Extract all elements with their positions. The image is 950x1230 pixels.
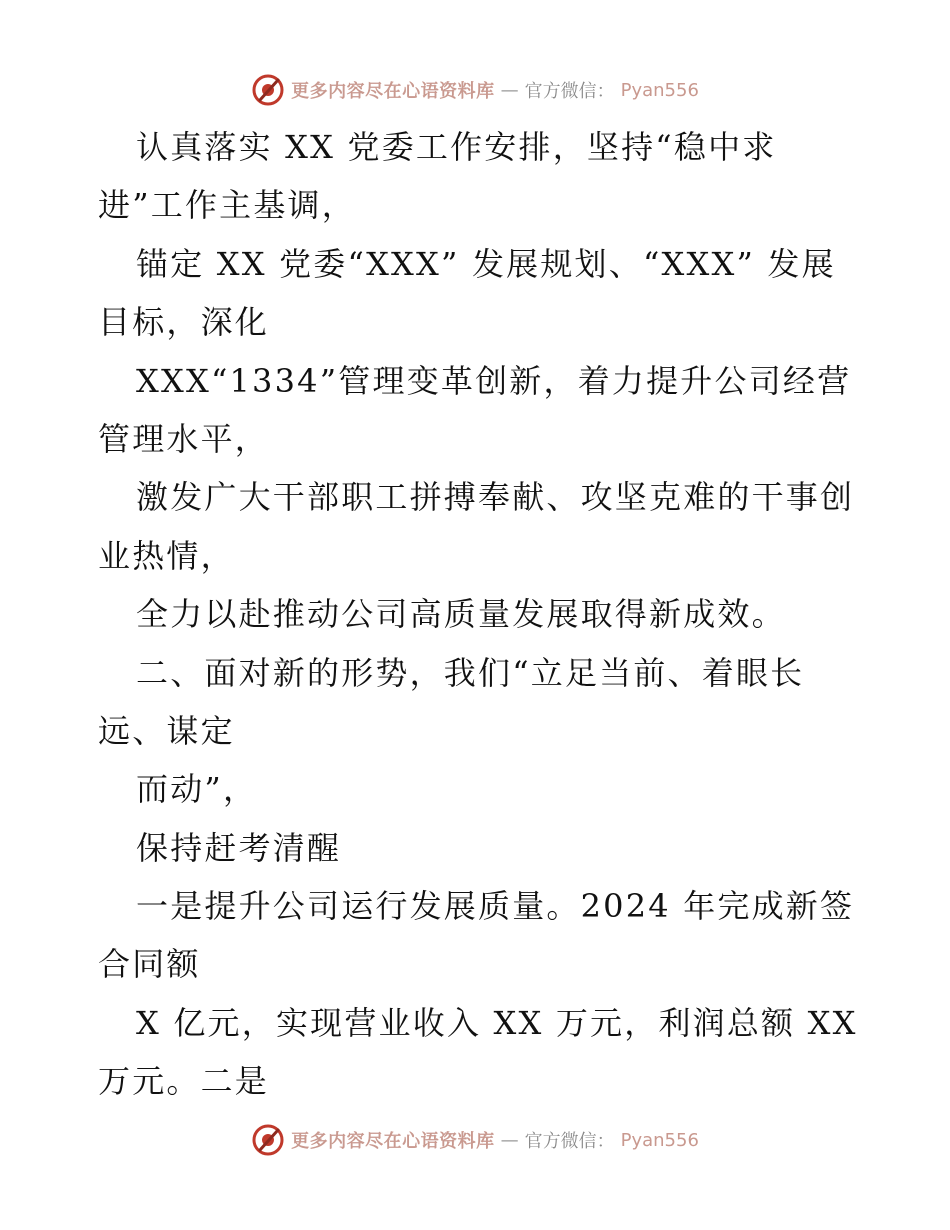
body-line: 全力以赴推动公司高质量发展取得新成效。 [136, 595, 786, 634]
body-line: 管理水平， [98, 419, 270, 458]
body-line: 保持赶考清醒 [136, 828, 342, 867]
watermark-dash: — [500, 1129, 519, 1151]
watermark-brand-text: 更多内容尽在心语资料库 [291, 1131, 495, 1152]
body-line: 业热情， [98, 536, 235, 575]
body-line: 激发广大干部职工拼搏奉献、攻坚克难的干事创 [136, 478, 855, 517]
body-line: 一是提升公司运行发展质量。2024 年完成新签 [136, 887, 855, 926]
body-line: 目标，深化 [98, 303, 270, 342]
body-line: 合同额 [98, 945, 201, 984]
watermark-label: 官方微信： [524, 1131, 615, 1152]
brand-logo-icon [251, 73, 285, 107]
body-line: 远、谋定 [98, 711, 235, 750]
brand-logo-icon [251, 1123, 285, 1157]
watermark-dash: — [500, 79, 519, 101]
body-line: 认真落实 XX 党委工作安排，坚持“稳中求 [136, 128, 777, 166]
body-line: X 亿元，实现营业收入 XX 万元，利润总额 XX [136, 1003, 858, 1042]
watermark-wechat-id: Pyan556 [620, 79, 699, 101]
body-line: XXX“1334”管理变革创新，着力提升公司经营 [136, 361, 852, 400]
body-line: 万元。二是 [98, 1062, 270, 1101]
footer-watermark [0, 1120, 950, 1160]
document-body [98, 118, 858, 1111]
body-line: 进”工作主基调， [98, 186, 356, 225]
body-line: 而动”， [136, 770, 258, 809]
header-watermark [0, 70, 950, 110]
body-line: 二、面对新的形势，我们“立足当前、着眼长 [136, 653, 805, 692]
body-line: 锚定 XX 党委“XXX” 发展规划、“XXX” 发展 [136, 244, 836, 283]
watermark-label: 官方微信： [524, 81, 615, 102]
watermark-wechat-id: Pyan556 [620, 1129, 699, 1151]
watermark-brand-text: 更多内容尽在心语资料库 [291, 81, 495, 102]
